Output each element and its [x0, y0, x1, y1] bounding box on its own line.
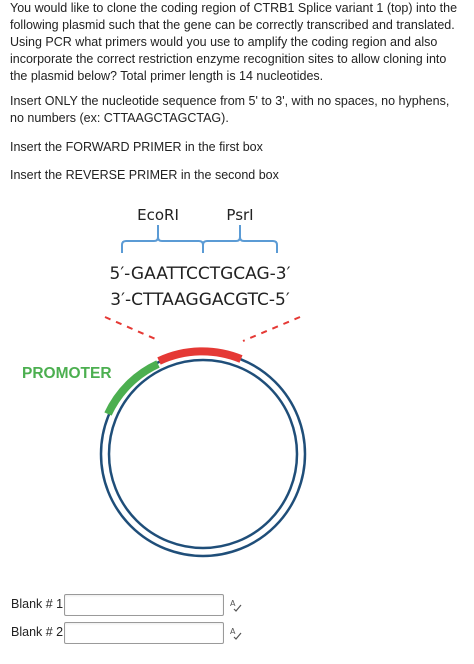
blank-1-label: Blank # 1	[11, 597, 64, 611]
question-paragraph-1: You would like to clone the coding region of CTRB1 Splice variant 1 (top) into the following plasmid such that the gene can be correctly transcribed and translated. Using PCR what primers would you use to amplify the coding region and also incorporate the correct restriction enzyme recognition sites to allow cloning into the plasmid below? Total primer length is 14 nucleotides.	[10, 1, 458, 83]
svg-text:A: A	[230, 599, 236, 608]
ecori-label: EcoRI	[137, 206, 179, 224]
spellcheck-icon[interactable]	[229, 626, 243, 640]
top-strand-sequence: 5′-GAATTCCTGCAG-3′	[109, 264, 291, 284]
blank-row-2	[0, 620, 474, 650]
reverse-primer-instruction: Insert the REVERSE PRIMER in the second box	[10, 168, 279, 182]
question-paragraph-2: Insert ONLY the nucleotide sequence from 5' to 3', with no spaces, no hyphens, no numbers (ex: CTTAAGCTAGCTAG).	[10, 94, 450, 125]
spellcheck-icon[interactable]	[229, 598, 243, 612]
bottom-strand-sequence: 3′-CTTAAGGACGTC-5′	[110, 290, 290, 310]
psri-label: PsrI	[226, 206, 254, 224]
promoter-label: PROMOTER	[22, 365, 112, 382]
ecori-bracket	[122, 225, 203, 253]
plasmid-diagram	[0, 195, 474, 575]
right-dashed-line	[243, 317, 300, 341]
plasmid-inner-ring	[109, 360, 297, 548]
left-dashed-line	[105, 317, 160, 341]
svg-text:A: A	[230, 627, 236, 636]
blank-1-input[interactable]	[64, 594, 224, 616]
blank-2-input[interactable]	[64, 622, 224, 644]
blank-2-label: Blank # 2	[11, 625, 64, 639]
psri-bracket	[203, 225, 277, 253]
forward-primer-instruction: Insert the FORWARD PRIMER in the first box	[10, 140, 263, 154]
promoter-arc	[108, 364, 158, 414]
blank-row-1	[0, 592, 474, 622]
